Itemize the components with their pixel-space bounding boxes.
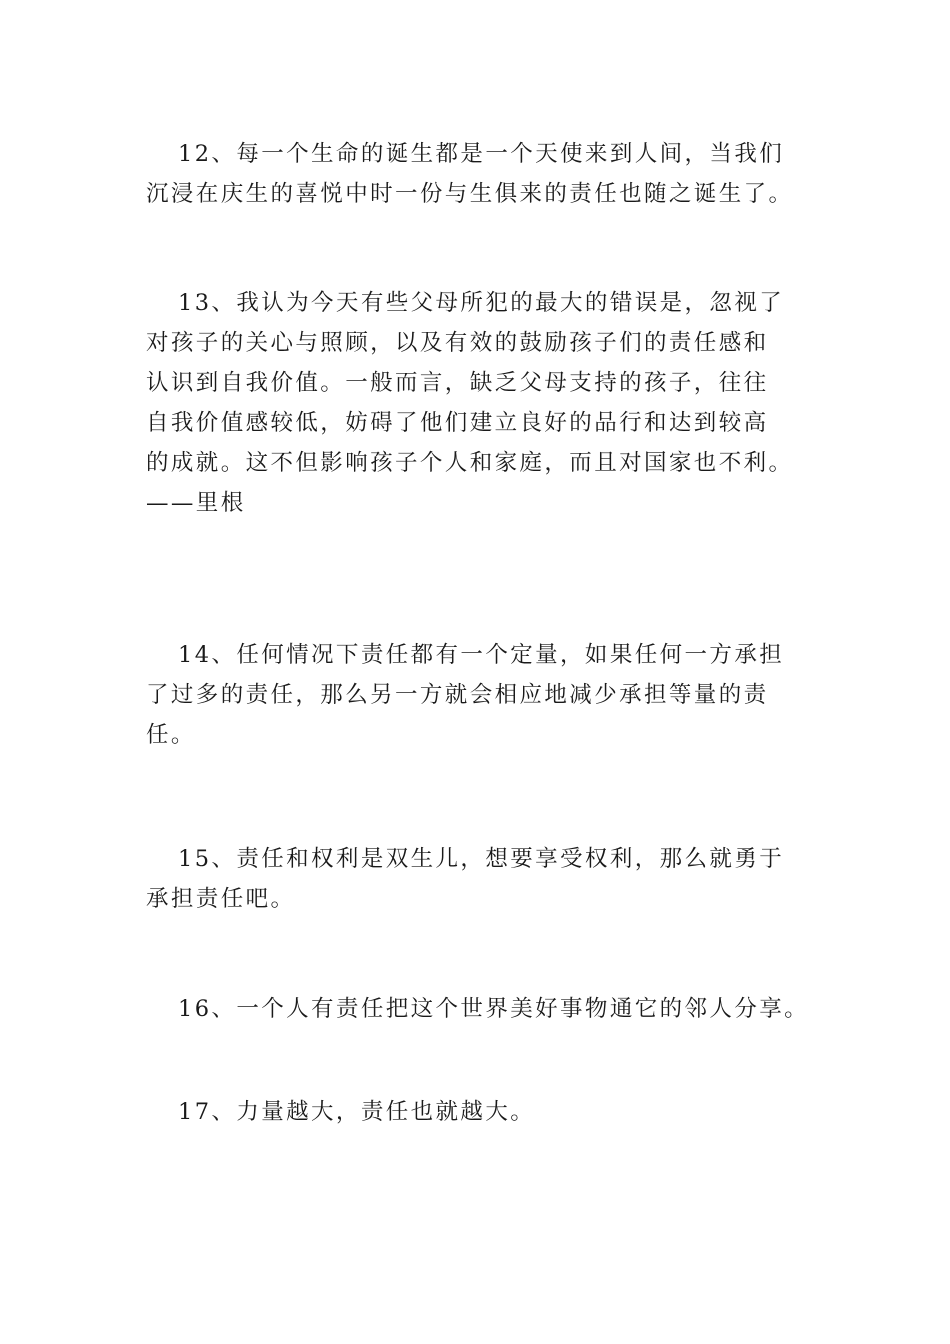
paragraph-15 (146, 839, 806, 919)
paragraph-line: 了过多的责任，那么另一方就会相应地减少承担等量的责 (146, 682, 769, 708)
paragraph-17 (146, 1092, 806, 1132)
paragraph-13 (146, 283, 806, 523)
paragraph-line: 任。 (146, 722, 196, 748)
paragraph-line: 自我价值感较低，妨碍了他们建立良好的品行和达到较高 (146, 410, 769, 436)
paragraph-line: 13、我认为今天有些父母所犯的最大的错误是，忽视了 (178, 290, 785, 316)
paragraph-line: 14、任何情况下责任都有一个定量，如果任何一方承担 (178, 642, 785, 668)
paragraph-16 (146, 989, 810, 1029)
paragraph-line: 16、一个人有责任把这个世界美好事物通它的邻人分享。 (178, 996, 810, 1022)
paragraph-line: 对孩子的关心与照顾，以及有效的鼓励孩子们的责任感和 (146, 330, 769, 356)
paragraph-line: 17、力量越大，责任也就越大。 (178, 1099, 536, 1125)
paragraph-line: 承担责任吧。 (146, 886, 296, 912)
paragraph-line: 认识到自我价值。一般而言，缺乏父母支持的孩子，往往 (146, 370, 769, 396)
paragraph-12 (146, 134, 806, 214)
paragraph-line: 沉浸在庆生的喜悦中时一份与生俱来的责任也随之诞生了。 (146, 181, 794, 207)
paragraph-line: 15、责任和权利是双生儿，想要享受权利，那么就勇于 (178, 846, 785, 872)
paragraph-line: 的成就。这不但影响孩子个人和家庭，而且对国家也不利。 (146, 450, 794, 476)
paragraph-attribution: ——里根 (146, 490, 246, 516)
paragraph-line: 12、每一个生命的诞生都是一个天使来到人间，当我们 (178, 141, 785, 167)
paragraph-14 (146, 635, 806, 755)
